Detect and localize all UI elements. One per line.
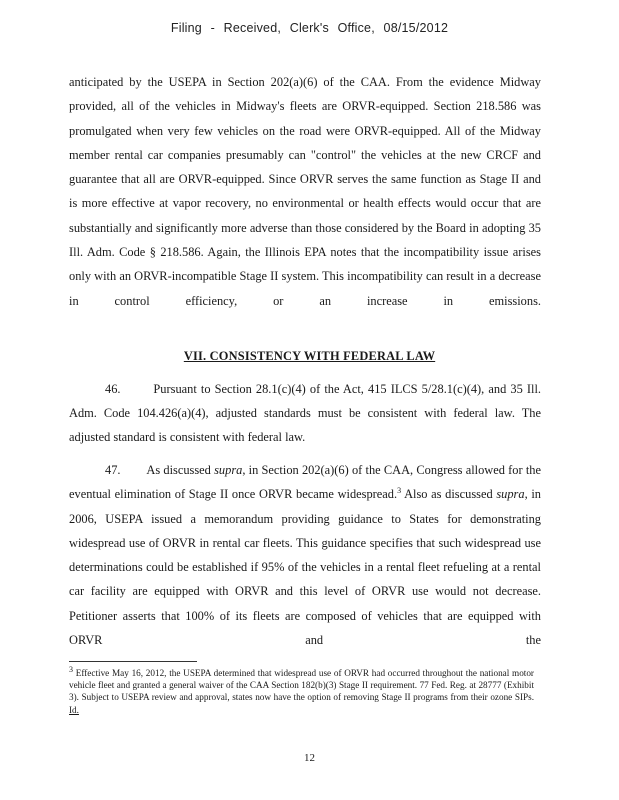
page-number: 12 <box>304 752 315 764</box>
footnote-text: Effective May 16, 2012, the USEPA determined that widespread use of ORVR had occurred throughout the national motor vehicle fleet and granted a general waiver of the CAA Section 182(b)(3) Stage II requirement. 77 Fed. Reg. at 28777 (Exhibit 3). Subject to USEPA review and approval, states now have the option of removing Stage II programs from their ozone SIPs. <box>69 668 534 703</box>
footnote-divider <box>69 661 197 662</box>
paragraph-47-text-d: , in 2006, USEPA issued a memorandum providing guidance to States for demonstrating widespread use of ORVR in rental car fleets. This guidance specifies that such widespread use determinations could be established if 95% of the vehicles in a rental fleet refueling at a rental car facility are equipped with ORVR and this level of ORVR use would not decrease. Petitioner asserts that 100% of its fleets are composed of vehicles that are equipped with ORVR and the <box>69 487 541 648</box>
paragraph-46 <box>69 377 541 450</box>
footnote <box>69 664 534 716</box>
paragraph-46-number: 46. <box>105 382 121 396</box>
footnote-marker: 3 <box>69 664 73 674</box>
supra-citation: supra <box>214 463 243 477</box>
paragraph-47-text-a: As discussed <box>146 463 215 477</box>
paragraph-47 <box>69 458 541 652</box>
footnote-id-cite: Id. <box>69 704 79 715</box>
section-heading: VII. CONSISTENCY WITH FEDERAL LAW <box>183 349 436 363</box>
paragraph-47-text-c: Also as discussed <box>401 487 497 502</box>
paragraph-intro-text: anticipated by the USEPA in Section 202(a)(6) of the CAA. From the evidence Midway provided, all of the vehicles in Midway's fleets are ORVR-equipped. Section 218.586 was promulgated when very few vehicles on the road were ORVR-equipped. All of the Midway member rental car companies presumably can "control" the vehicles at the new CRCF and guarantee that all are ORVR-equipped. Since ORVR serves the same function as Stage II and is more effective at vapor recovery, no environmental or health effects would occur that are substantially and significantly more adverse than those considered by the Board in adopting 35 Ill. Adm. Code § 218.586. Again, the Illinois EPA notes that the incompatibility issue arises only with an ORVR-incompatible Stage II system. This incompatibility can result in a decrease in control efficiency, or an increase in emissions. <box>69 75 541 308</box>
paragraph-46-text: Pursuant to Section 28.1(c)(4) of the Act, 415 ILCS 5/28.1(c)(4), and 35 Ill. Adm. Code 104.426(a)(4), adjusted standards must be consistent with federal law. The adjusted standard is consistent with federal law. <box>69 382 542 445</box>
footnote-reference[interactable]: 3 <box>397 486 402 496</box>
supra-citation: supra <box>496 487 525 502</box>
paragraph-47-text-b: , in Section 202(a)(6) of the CAA, Congress allowed for the eventual elimination of Stage II once ORVR became widespread. <box>69 463 542 502</box>
paragraph-47-number: 47. <box>105 463 121 477</box>
filing-header: Filing - Received, Clerk's Office, 08/15/2012 <box>170 21 449 35</box>
paragraph-intro <box>69 70 541 313</box>
